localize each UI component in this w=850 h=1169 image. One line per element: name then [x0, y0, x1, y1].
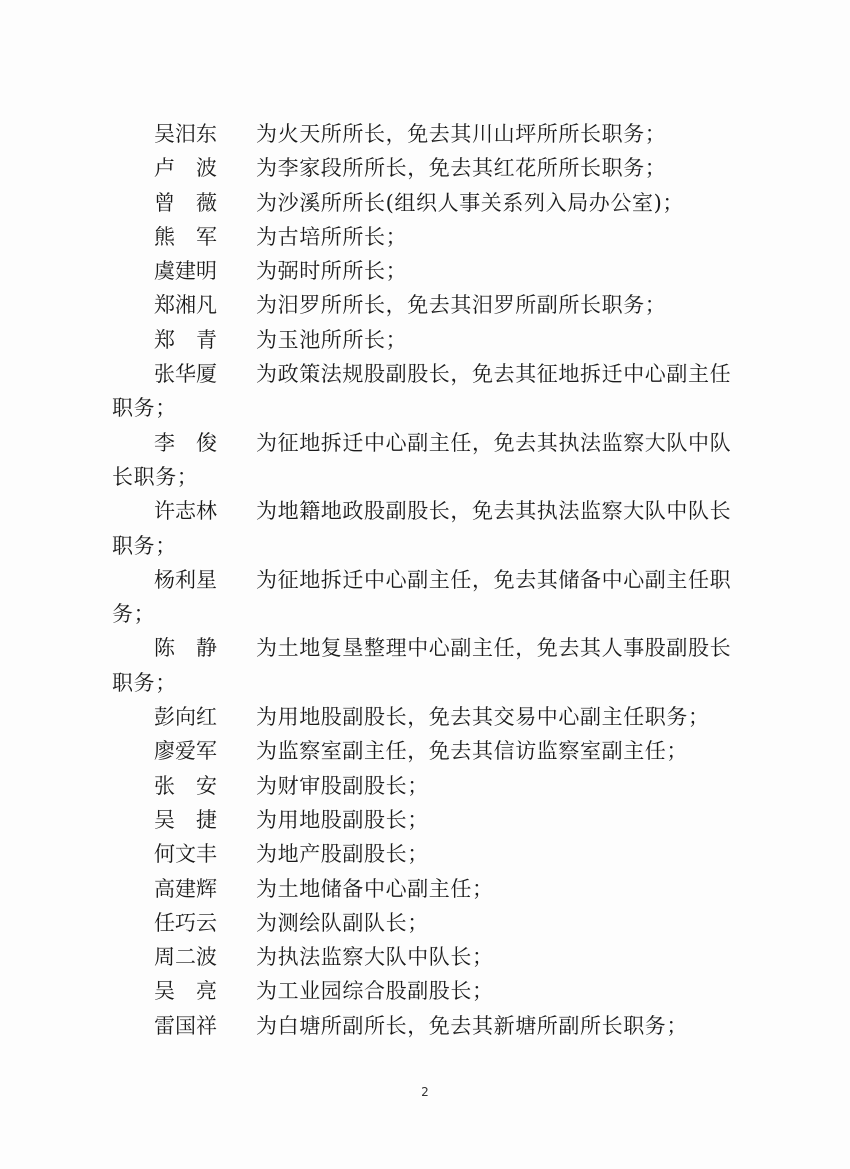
- person-name: 吴 亮: [154, 979, 217, 1004]
- person-name: 杨利星: [154, 567, 217, 592]
- duty-text: 为李家段所所长，免去其红花所所长职务；: [256, 156, 667, 181]
- appointment-entry: [112, 288, 737, 322]
- appointment-entry: [112, 151, 737, 185]
- duty-text: 为监察室副主任，免去其信访监察室副主任；: [256, 739, 688, 764]
- appointment-entry: [112, 186, 737, 220]
- duty-text: 为用地股副股长，免去其交易中心副主任职务；: [256, 705, 710, 730]
- duty-text: 为玉池所所长；: [256, 327, 408, 352]
- duty-text: 为土地复垦整理中心副主任，免去其人事股副股长职务；: [112, 636, 732, 695]
- duty-text: 为地产股副股长；: [256, 842, 429, 867]
- appointment-entry: [112, 563, 737, 632]
- duty-text: 为火天所所长，免去其川山坪所所长职务；: [256, 122, 667, 146]
- duty-text: 为征地拆迁中心副主任，免去其储备中心副主任职务；: [112, 567, 732, 627]
- appointment-entry: [112, 254, 737, 288]
- duty-text: 为政策法规股副股长，免去其征地拆迁中心副主任职务；: [112, 362, 732, 421]
- person-name: 张华厦: [154, 362, 217, 387]
- person-name: 彭向红: [154, 705, 217, 730]
- appointment-list: [112, 117, 737, 1043]
- person-name: 许志林: [154, 499, 217, 524]
- appointment-entry: [112, 117, 737, 151]
- person-name: 廖爱军: [154, 739, 217, 764]
- person-name: 吴 捷: [154, 807, 217, 832]
- duty-text: 为征地拆迁中心副主任，免去其执法监察大队中队长职务；: [112, 430, 732, 489]
- appointment-entry: [112, 974, 737, 1008]
- duty-text: 为古培所所长；: [256, 224, 408, 249]
- duty-text: 为测绘队副队长；: [256, 910, 429, 935]
- appointment-entry: [112, 357, 737, 426]
- appointment-entry: [112, 323, 737, 357]
- person-name: 雷国祥: [154, 1013, 217, 1038]
- duty-text: 为沙溪所所长(组织人事关系列入局办公室)；: [256, 190, 684, 215]
- appointment-entry: [112, 494, 737, 563]
- person-name: 郑 青: [154, 327, 217, 352]
- person-name: 张 安: [154, 773, 217, 798]
- appointment-entry: [112, 220, 737, 254]
- appointment-entry: [112, 426, 737, 495]
- person-name: 卢 波: [154, 156, 217, 181]
- duty-text: 为地籍地政股副股长，免去其执法监察大队中队长职务；: [112, 499, 732, 558]
- appointment-entry: [112, 803, 737, 837]
- person-name: 高建辉: [154, 876, 217, 901]
- duty-text: 为弼时所所长；: [256, 259, 408, 284]
- duty-text: 为用地股副股长；: [256, 807, 429, 832]
- duty-text: 为执法监察大队中队长；: [256, 945, 494, 970]
- duty-text: 为白塘所副所长，免去其新塘所副所长职务；: [256, 1013, 688, 1038]
- duty-text: 为土地储备中心副主任；: [256, 876, 494, 901]
- person-name: 熊 军: [154, 224, 217, 249]
- person-name: 何文丰: [154, 842, 217, 867]
- appointment-entry: [112, 769, 737, 803]
- appointment-entry: [112, 940, 737, 974]
- appointment-entry: [112, 1009, 737, 1043]
- appointment-entry: [112, 700, 737, 734]
- person-name: 吴汨东: [154, 122, 217, 146]
- person-name: 任巧云: [154, 910, 217, 935]
- person-name: 李 俊: [154, 430, 217, 455]
- appointment-entry: [112, 906, 737, 940]
- person-name: 陈 静: [154, 636, 217, 661]
- appointment-entry: [112, 734, 737, 768]
- appointment-entry: [112, 837, 737, 871]
- duty-text: 为汨罗所所长，免去其汨罗所副所长职务；: [256, 293, 667, 318]
- person-name: 虞建明: [154, 259, 217, 284]
- person-name: 郑湘凡: [154, 293, 217, 318]
- duty-text: 为财审股副股长；: [256, 773, 429, 798]
- person-name: 曾 薇: [154, 190, 217, 215]
- person-name: 周二波: [154, 945, 217, 970]
- page-number: 2: [421, 1085, 429, 1099]
- appointment-entry: [112, 872, 737, 906]
- appointment-entry: [112, 631, 737, 700]
- duty-text: 为工业园综合股副股长；: [256, 979, 494, 1004]
